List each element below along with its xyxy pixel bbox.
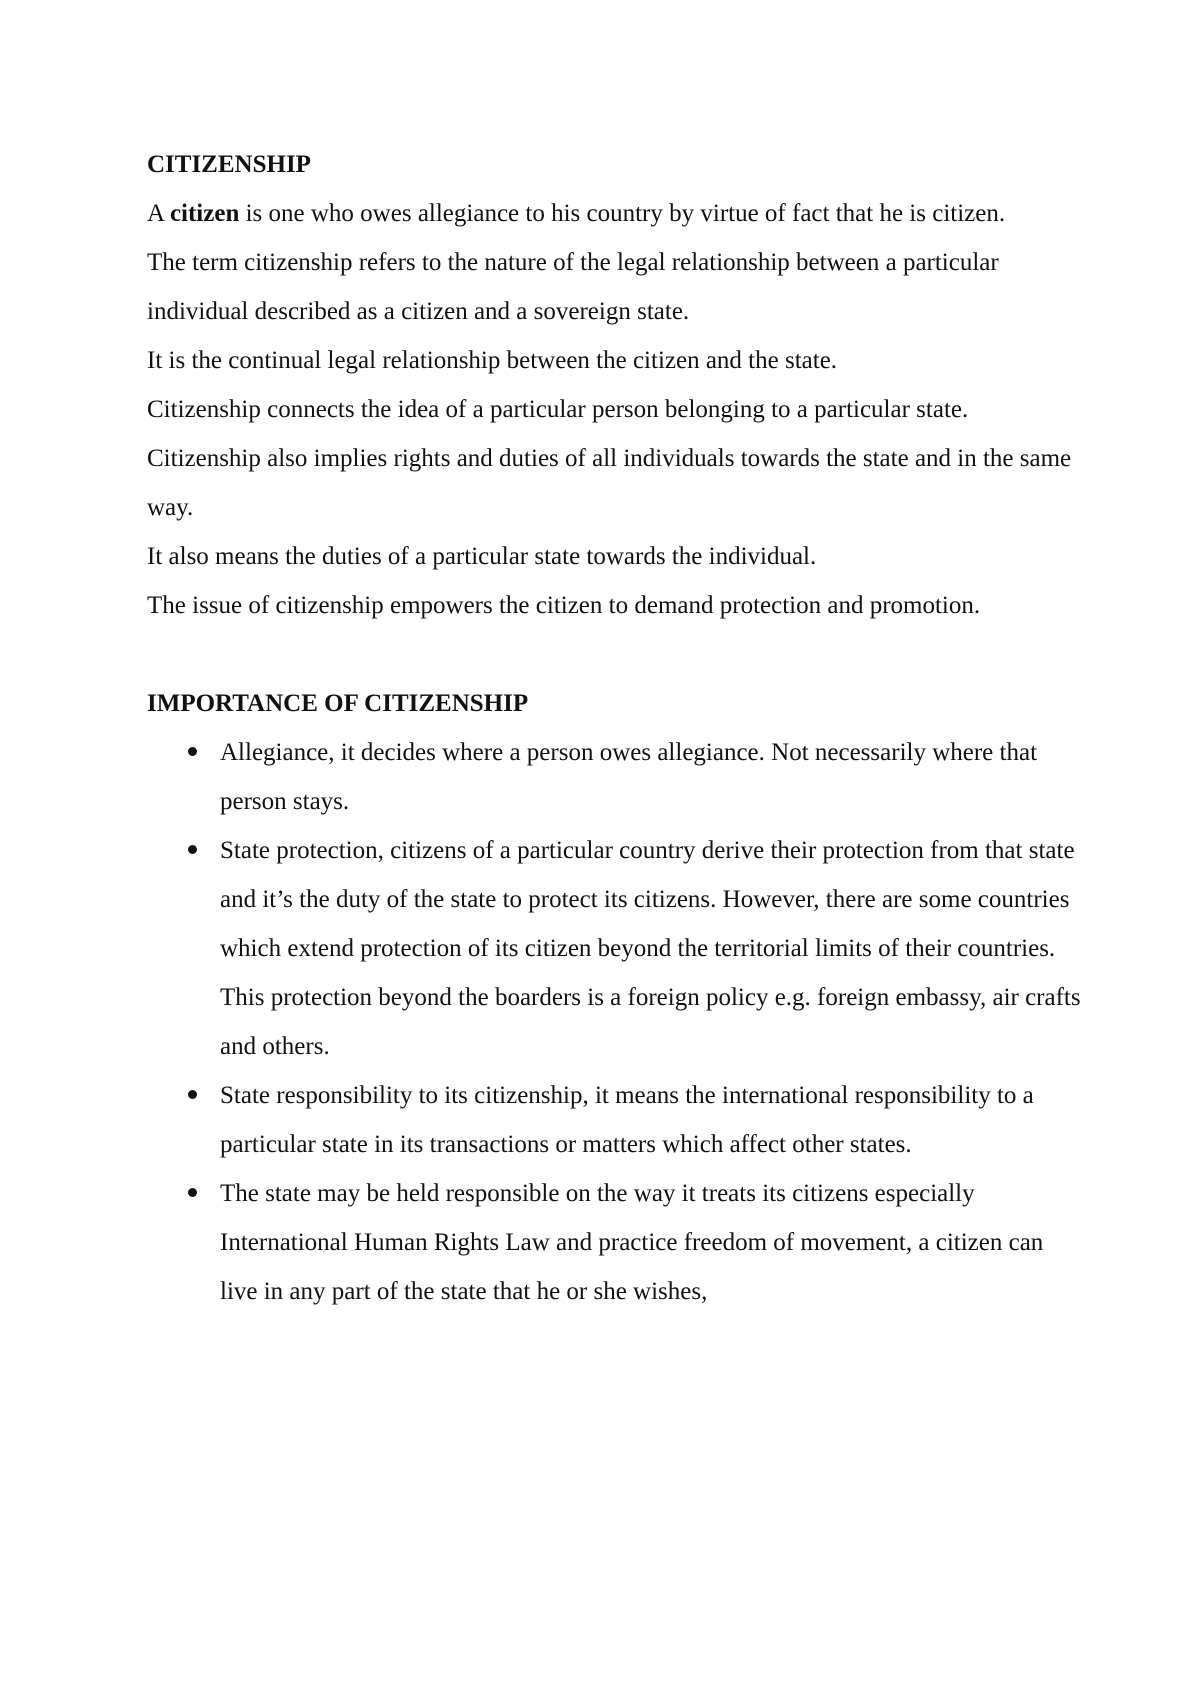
bullet-icon [188,1188,197,1197]
body-paragraph: It also means the duties of a particular state towards the individual. [147,543,817,570]
list-item-allegiance [147,728,1087,826]
importance-list [147,728,1087,1316]
list-item-text: State responsibility to its citizenship, it means the international responsibility to a particular state in its transactions or matters which affect other states. [220,1082,1034,1158]
list-item-text: The state may be held responsible on the way it treats its citizens especially International Human Rights Law and practice freedom of movement, a citizen can live in any part of the state that he or she wishes, [220,1180,1044,1305]
body-paragraph: Citizenship also implies rights and duties of all individuals towards the state and in the same way. [147,445,1072,521]
list-item-state-responsibility [147,1071,1087,1169]
definition-term: citizen [169,200,240,227]
definition-prefix: A [147,200,170,227]
body-paragraph: It is the continual legal relationship between the citizen and the state. [147,347,838,374]
list-item-treatment-of-citizens [147,1169,1087,1316]
citizen-definition [147,189,1087,238]
list-item-text: State protection, citizens of a particular country derive their protection from that state and it’s the duty of the state to protect its citizens. However, there are some countries which extend protection of its citizen beyond the territorial limits of their countries. [220,837,1075,962]
section-heading-importance: IMPORTANCE OF CITIZENSHIP [147,690,529,717]
list-item-state-protection [147,826,1087,1071]
body-paragraph: Citizenship connects the idea of a particular person belonging to a particular state. [147,396,969,423]
body-paragraph: The term citizenship refers to the nature of the legal relationship between a particular individual described as a citizen and a sovereign state. [147,249,999,325]
document-body [147,140,1087,1316]
bullet-icon [188,1090,197,1099]
definition-text: is one who owes allegiance to his country by virtue of fact that he is citizen. [239,200,1006,227]
section-spacer [147,630,1087,679]
list-item-text: Allegiance, it decides where a person owes allegiance. Not necessarily where that person stays. [220,739,1038,815]
bullet-icon [188,845,197,854]
body-paragraph: The issue of citizenship empowers the citizen to demand protection and promotion. [147,592,981,619]
list-item-text: This protection beyond the boarders is a foreign policy e.g. foreign embassy, air crafts and others. [220,984,1081,1060]
section-heading-citizenship: CITIZENSHIP [147,151,311,178]
bullet-icon [188,747,197,756]
